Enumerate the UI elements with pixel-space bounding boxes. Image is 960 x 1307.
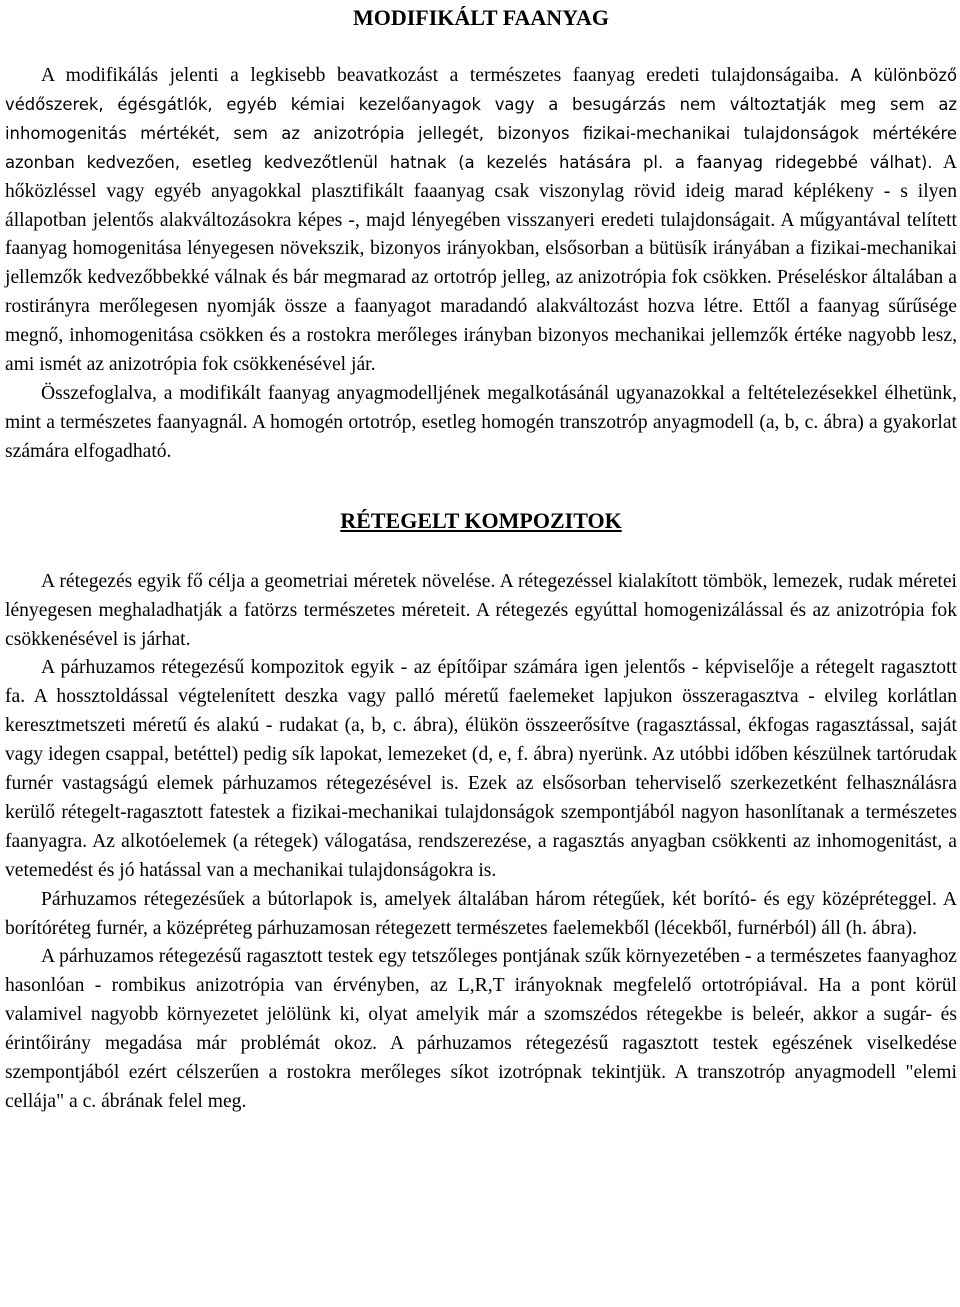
paragraph-lead: A modifikálás jelenti a legkisebb beavatkozást a természetes faanyag eredeti tulajdonságaiba. xyxy=(41,65,839,86)
spacer xyxy=(5,467,957,504)
document-page xyxy=(5,0,957,1117)
section-title-layered-composites: RÉTEGELT KOMPOZITOK xyxy=(340,507,622,533)
spacer xyxy=(5,34,957,62)
paragraph-modification xyxy=(5,62,957,380)
paragraph-anisotropy: A párhuzamos rétegezésű ragasztott testek egy tetszőleges pontjának szűk környezetében - a természetes faanyaghoz hasonlóan - rombikus anizotrópia van érvényben, az L,R,T irányoknak megfelelő ortotrópiával. Ha a pont körül valamivel nagyobb környezetet jelölünk ki, olyat amelyik már a szomszédos rétegekbe is beleér, akkor a sugár- és érintőirány megadása már problémát okoz. A párhuzamos rétegezésű ragasztott testek egészének viselkedése szempontjából ezért célszerűen a rostokra merőleges síkot izotrópnak tekintjük. A transzotróp anyagmodell "elemi cellája" a c. ábrának felel meg. xyxy=(5,946,957,1112)
paragraph-glulam: A párhuzamos rétegezésű kompozitok egyik - az építőipar számára igen jelentős - képviselője a rétegelt ragasztott fa. A hossztoldással végtelenített deszka vagy palló méretű faelemeket lapjukon összeragasztva - elvileg korlátlan keresztmetszeti méretű és alakú - rudakat (a, b, c. ábra), élükön összeerősítve (ragasztással, ékfogas ragasztással, saját vagy idegen csappal, betéttel) pedig sík lapokat, lemezeket (d, e, f. ábra) nyerünk. Az utóbbi időben készülnek tartórudak furnér vastagságú elemek párhuzamos rétegezésével is. Ezek az elsősorban teherviselő szerkezetként felhasználásra kerülő rétegelt-ragasztott fatestek a fizikai-mechanikai tulajdonságok szempontjából nagyon hasonlítanak a természetes faanyagra. Az alkotóelemek (a rétegek) válogatása, rendszerezése, a ragasztás anyagban csökkenti az inhomogenitást, a vetemedést és jó hatással van a mechanikai tulajdonságokra is. xyxy=(5,657,957,881)
paragraph-rest: A hőközléssel vagy egyéb anyagokkal plasztifikált faaanyag csak viszonylag rövid ideig marad képlékeny - s ilyen állapotban jelentős alakváltozásokra képes -, majd lényegében visszanyeri eredeti tulajdonságait. A műgyantával telített faanyag homogenitása lényegesen növekszik, bizonyos irányokban, elsősorban a bütüsík irányában a fizikai-mechanikai jellemzők kedvezőbbekké válnak és bár megmarad az ortotróp jelleg, az anizotrópia fok csökken. Préseléskor általában a rostirányra merőlegesen nyomják össze a faanyagot maradandó alakváltozást hozva létre. Ettől a faanyag sűrűsége megnő, inhomogenitása csökken és a rostokra merőleges irányban bizonyos mechanikai jellemzők értéke nagyobb lesz, ami ismét az anizotrópia fok csökkenésével jár. xyxy=(5,151,957,376)
paragraph-summary: Összefoglalva, a modifikált faanyag anyagmodelljének megalkotásánál ugyanazokkal a feltételezésekkel élhetünk, mint a természetes faanyagnál. A homogén ortotróp, esetleg homogén transzotróp anyagmodell (a, b, c. ábra) a gyakorlat számára elfogadható. xyxy=(5,382,957,462)
paragraph-furniture-boards: Párhuzamos rétegezésűek a bútorlapok is, amelyek általában három rétegűek, két borító- és egy középréteggel. A borítóréteg furnér, a középréteg párhuzamosan rétegezett természetes faelemekből (lécekből, furnérból) áll (h. ábra). xyxy=(5,888,957,939)
section-title-modified-wood: MODIFIKÁLT FAANYAG xyxy=(352,5,610,30)
paragraph-sans-run: A különböző védőszerek, égésgátlók, egyéb kémiai kezelőanyagok vagy a besugárzás nem változtatják meg sem az inhomogenitás mértékét, sem az anizotrópia jellegét, bizonyos fizikai-mechanikai tulajdonságok mértékére azonban kedvezően, esetleg kedvezőtlenül hatnak (a kezelés hatására pl. a faanyag ridegebbé válhat). xyxy=(5,66,957,172)
paragraph-layering-goal: A rétegezés egyik fő célja a geometriai méretek növelése. A rétegezéssel kialakított tömbök, lemezek, rudak méretei lényegesen meghaladhatják a fatörzs természetes méreteit. A rétegezés egyúttal homogenizálással és az anizotrópia fok csökkenésével is járhat. xyxy=(5,570,957,650)
spacer xyxy=(5,538,957,568)
